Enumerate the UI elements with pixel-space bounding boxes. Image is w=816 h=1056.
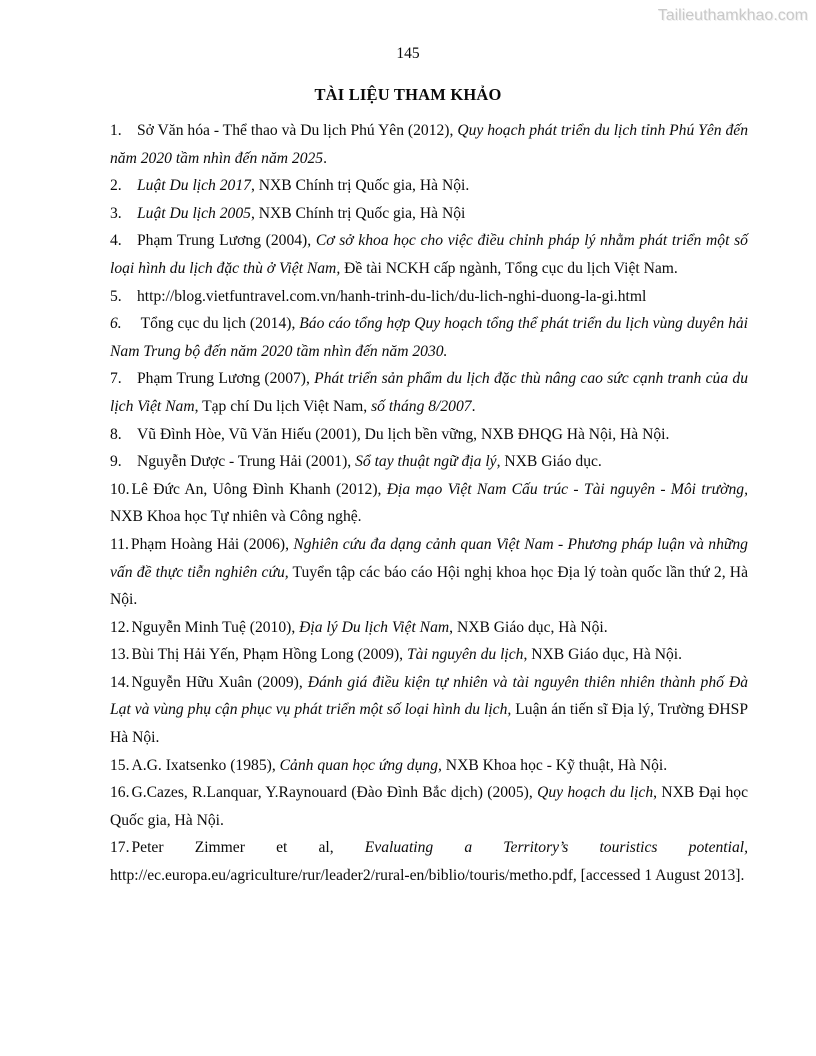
reference-number: 8. xyxy=(110,425,122,443)
reference-number: 7. xyxy=(110,370,122,388)
reference-text: Phạm Hoàng Hải (2006), xyxy=(130,535,294,553)
reference-item xyxy=(110,283,748,311)
reference-number: 4. xyxy=(110,232,122,250)
reference-number: 9. xyxy=(110,453,122,471)
reference-item xyxy=(110,117,748,172)
reference-item xyxy=(110,752,748,780)
reference-text: Đánh giá điều kiện tự nhiên và tài nguyên thiên nhiên thành phố Đà Lạt và vùng phụ cận phục vụ phát triển một số loại hình du lịch, xyxy=(110,673,748,719)
reference-text: . xyxy=(471,397,476,415)
reference-text: Vũ Đình Hòe, Vũ Văn Hiếu (2001), Du lịch bền vững, NXB ĐHQG Hà Nội, Hà Nội. xyxy=(137,425,670,443)
reference-item xyxy=(110,614,748,642)
reference-text: , NXB Giáo dục, Hà Nội. xyxy=(449,618,608,636)
reference-text: Sổ tay thuật ngữ địa lý, xyxy=(355,453,501,471)
reference-text: Địa mạo Việt Nam Cấu trúc - Tài nguyên - Môi trường, xyxy=(386,480,748,498)
reference-number: 12. xyxy=(110,618,130,636)
reference-text: Phạm Trung Lương (2004), xyxy=(137,232,316,250)
reference-text: G.Cazes, R.Lanquar, Y.Raynouard (Đào Đình Bắc dịch) (2005), xyxy=(131,784,538,802)
reference-text: NXB Giáo dục. xyxy=(500,453,602,471)
reference-text: Tài nguyên du lịch xyxy=(406,646,524,664)
page-number: 145 xyxy=(396,45,420,62)
reference-item xyxy=(110,779,748,834)
reference-text: Nghiên cứu đa dạng cảnh quan Việt Nam - Phương pháp luận và những vấn đề thực tiễn nghiên cứu, xyxy=(110,535,748,581)
reference-text: Luận án tiến sĩ Địa lý, Trường ĐHSP Hà Nội. xyxy=(110,701,748,747)
reference-text: Địa lý Du lịch Việt Nam xyxy=(299,618,450,636)
reference-text: , Tạp chí Du lịch Việt Nam, xyxy=(194,397,372,415)
reference-text: Tuyển tập các báo cáo Hội nghị khoa học Địa lý toàn quốc lần thứ 2, Hà Nội. xyxy=(110,563,748,609)
reference-item xyxy=(110,834,748,889)
reference-text: Đề tài NCKH cấp ngành, Tổng cục du lịch Việt Nam. xyxy=(340,259,678,277)
reference-text: , NXB Chính trị Quốc gia, Hà Nội xyxy=(250,204,466,222)
reference-text: , NXB Đại học Quốc gia, Hà Nội. xyxy=(110,784,748,829)
reference-text: Sở Văn hóa - Thể thao và Du lịch Phú Yên (2012), xyxy=(137,122,458,139)
reference-item xyxy=(110,365,748,420)
reference-number: 2. xyxy=(110,177,122,195)
reference-text: Peter Zimmer et al, xyxy=(131,839,365,857)
reference-item xyxy=(110,531,748,614)
reference-text: Bùi Thị Hải Yến, Phạm Hồng Long (2009), xyxy=(131,646,407,664)
reference-text: , NXB Chính trị Quốc gia, Hà Nội. xyxy=(250,177,470,195)
reference-text: Phạm Trung Lương (2007), xyxy=(137,370,315,388)
reference-url: http://blog.vietfuntravel.com.vn/hanh-trinh-du-lich/du-lich-nghi-duong-la-gi.html xyxy=(137,287,647,305)
reference-item xyxy=(110,310,748,365)
reference-item xyxy=(110,172,748,200)
reference-item xyxy=(110,641,748,669)
reference-text: Evaluating a Territory’s touristics potential, xyxy=(364,839,748,857)
reference-number: 15. xyxy=(110,756,130,774)
watermark: Tailieuthamkhao.com xyxy=(657,7,808,24)
reference-text: Nguyễn Hữu Xuân (2009), xyxy=(131,673,308,691)
reference-text: Cảnh quan học ứng dụng, xyxy=(279,756,442,774)
reference-text: NXB Khoa học - Kỹ thuật, Hà Nội. xyxy=(441,756,668,774)
reference-item xyxy=(110,200,748,228)
reference-item xyxy=(110,421,748,449)
reference-text: số tháng 8/2007 xyxy=(371,397,472,415)
reference-text: Luật Du lịch 2005 xyxy=(137,204,251,222)
reference-number: 14. xyxy=(110,673,130,691)
reference-text: , NXB Giáo dục, Hà Nội. xyxy=(523,646,682,664)
reference-text: Tổng cục du lịch (2014), xyxy=(137,315,300,333)
reference-number: 10. xyxy=(110,480,130,498)
reference-item xyxy=(110,448,748,476)
reference-text: Quy hoạch phát triển du lịch tỉnh Phú Yên đến năm 2020 tầm nhìn đến năm 2025 xyxy=(110,122,748,167)
reference-number: 3. xyxy=(110,204,122,222)
reference-number: 6. xyxy=(110,315,122,333)
reference-item xyxy=(110,669,748,752)
reference-number: 16. xyxy=(110,784,130,802)
reference-text: Phát triển sản phẩm du lịch đặc thù nâng cao sức cạnh tranh của du lịch Việt Nam xyxy=(110,370,748,415)
reference-text: Quy hoạch du lịch xyxy=(537,784,654,802)
reference-text: Cơ sở khoa học cho việc điều chỉnh pháp lý nhằm phát triển một số loại hình du lịch đặc thù ở Việt Nam, xyxy=(110,232,748,277)
reference-text: Nguyễn Dược - Trung Hải (2001), xyxy=(137,453,356,471)
reference-number: 13. xyxy=(110,646,130,664)
reference-number: 17. xyxy=(110,839,130,857)
reference-number: 11. xyxy=(110,535,129,553)
page-title: TÀI LIỆU THAM KHẢO xyxy=(314,85,502,104)
reference-text: . xyxy=(323,149,328,167)
reference-number: 1. xyxy=(110,122,122,139)
reference-url: http://ec.europa.eu/agriculture/rur/leader2/rural-en/biblio/touris/metho.pdf, [accessed 1 August 2013]. xyxy=(110,867,745,885)
reference-item xyxy=(110,476,748,531)
reference-text: Báo cáo tổng hợp Quy hoạch tổng thể phát triển du lịch vùng duyên hải Nam Trung bộ đến năm 2020 tầm nhìn đến năm 2030. xyxy=(110,315,748,360)
reference-text: Nguyễn Minh Tuệ (2010), xyxy=(131,618,300,636)
reference-item xyxy=(110,227,748,282)
reference-text: Luật Du lịch 2017 xyxy=(137,177,251,195)
reference-text: A.G. Ixatsenko (1985), xyxy=(131,756,280,774)
reference-text: NXB Khoa học Tự nhiên và Công nghệ. xyxy=(110,508,362,526)
reference-list xyxy=(110,117,748,890)
reference-number: 5. xyxy=(110,287,122,305)
reference-text: Lê Đức An, Uông Đình Khanh (2012), xyxy=(131,480,387,498)
